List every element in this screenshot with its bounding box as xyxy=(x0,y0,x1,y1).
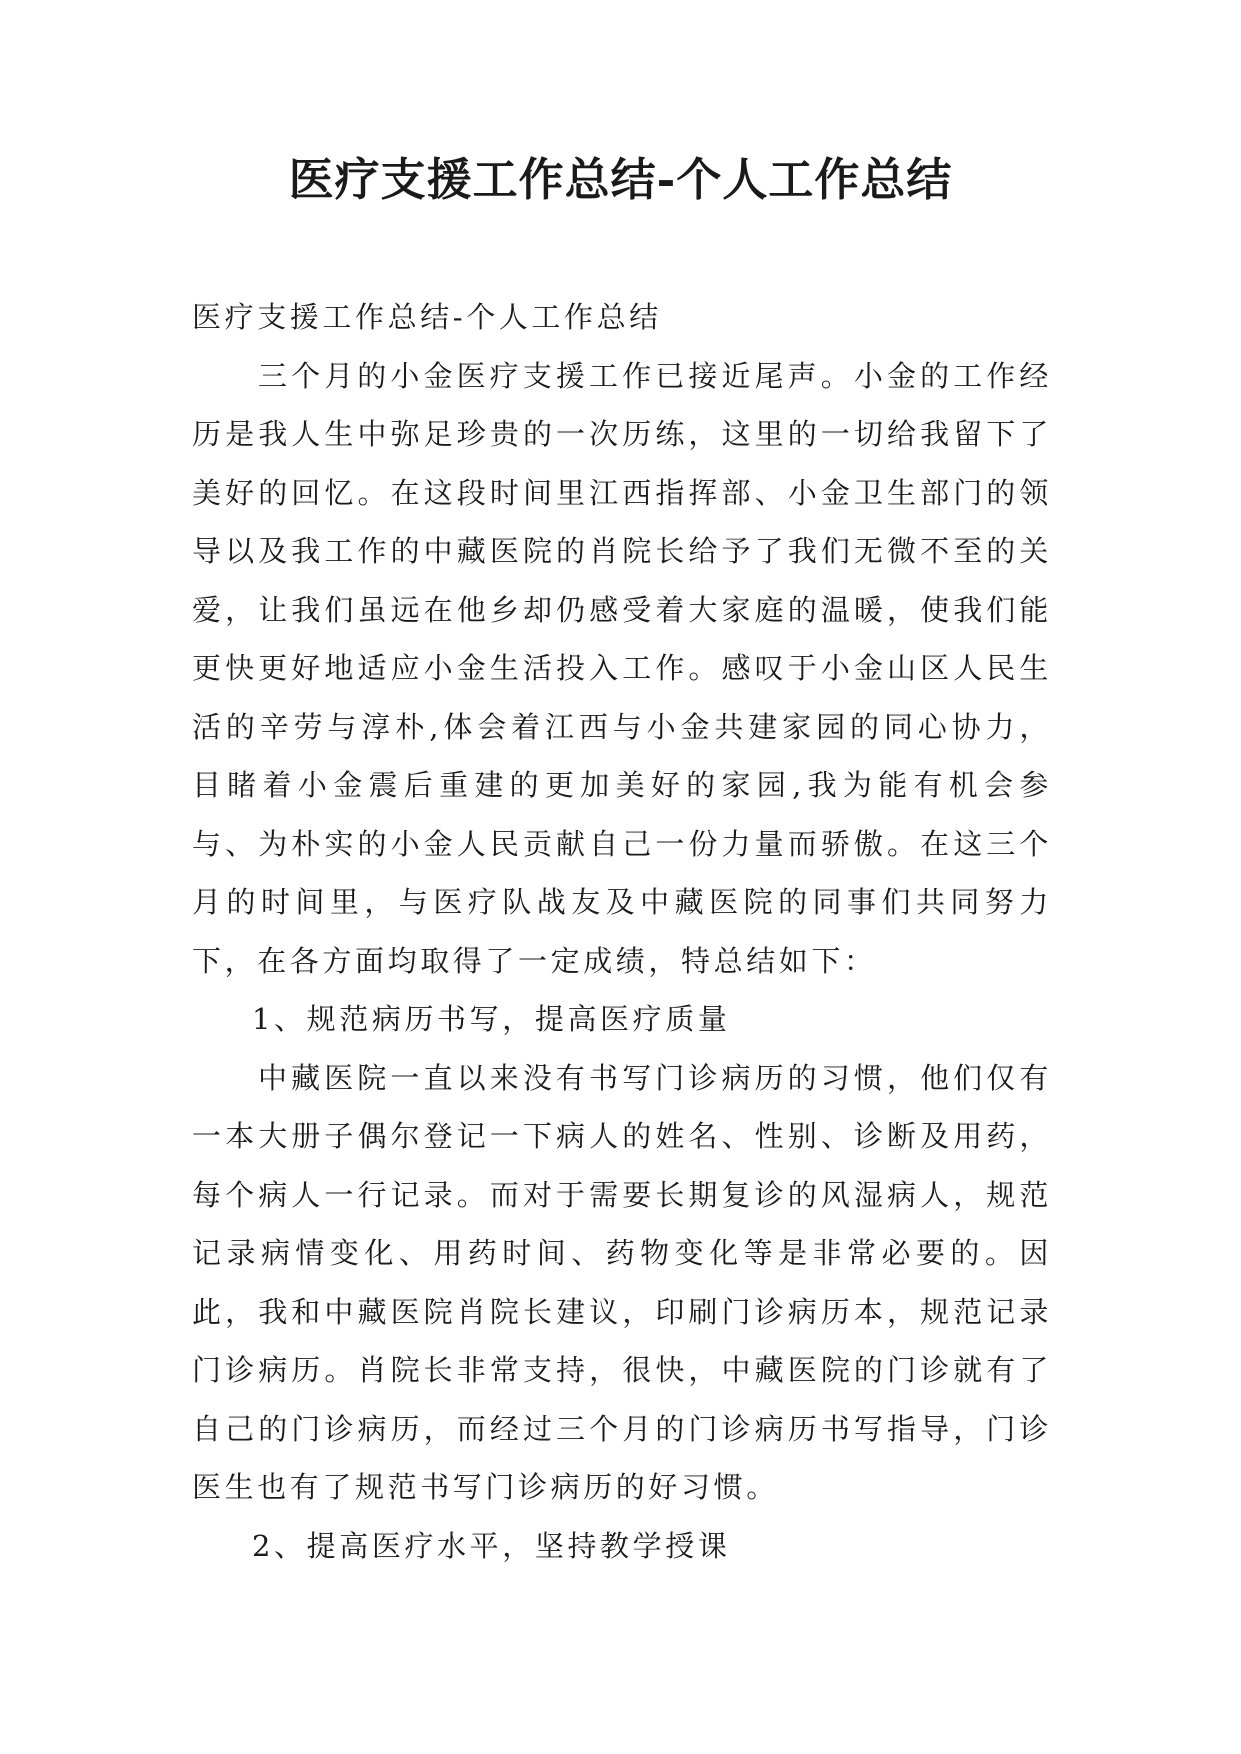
section-heading-1: 1、规范病历书写，提高医疗质量 xyxy=(252,1002,731,1036)
section-heading-2: 2、提高医疗水平，坚持教学授课 xyxy=(252,1528,731,1563)
document-body xyxy=(192,288,1052,1575)
body-paragraph-intro: 三个月的小金医疗支援工作已接近尾声。小金的工作经历是我人生中弥足珍贵的一次历练，这里的一切给我留下了美好的回忆。在这段时间里江西指挥部、小金卫生部门的领导以及我工作的中藏医院的肖院长给予了我们无微不至的关爱，让我们虽远在他乡却仍感受着大家庭的温暖，使我们能更快更好地适应小金生活投入工作。感叹于小金山区人民生活的辛劳与淳朴,体会着江西与小金共建家园的同心协力，目睹着小金震后重建的更加美好的家园,我为能有机会参与、为朴实的小金人民贡献自己一份力量而骄傲。在这三个月的时间里，与医疗队战友及中藏医院的同事们共同努力下，在各方面均取得了一定成绩，特总结如下： xyxy=(192,358,1052,978)
body-paragraph-medical-records: 中藏医院一直以来没有书写门诊病历的习惯，他们仅有一本大册子偶尔登记一下病人的姓名、性别、诊断及用药，每个病人一行记录。而对于需要长期复诊的风湿病人，规范记录病情变化、用药时间、药物变化等是非常必要的。因此，我和中藏医院肖院长建议，印刷门诊病历本，规范记录门诊病历。肖院长非常支持，很快，中藏医院的门诊就有了自己的门诊病历，而经过三个月的门诊病历书写指导，门诊医生也有了规范书写门诊病历的好习惯。 xyxy=(192,1060,1052,1504)
document-subtitle-line: 医疗支援工作总结-个人工作总结 xyxy=(192,300,662,334)
document-title: 医疗支援工作总结-个人工作总结 xyxy=(288,153,953,206)
